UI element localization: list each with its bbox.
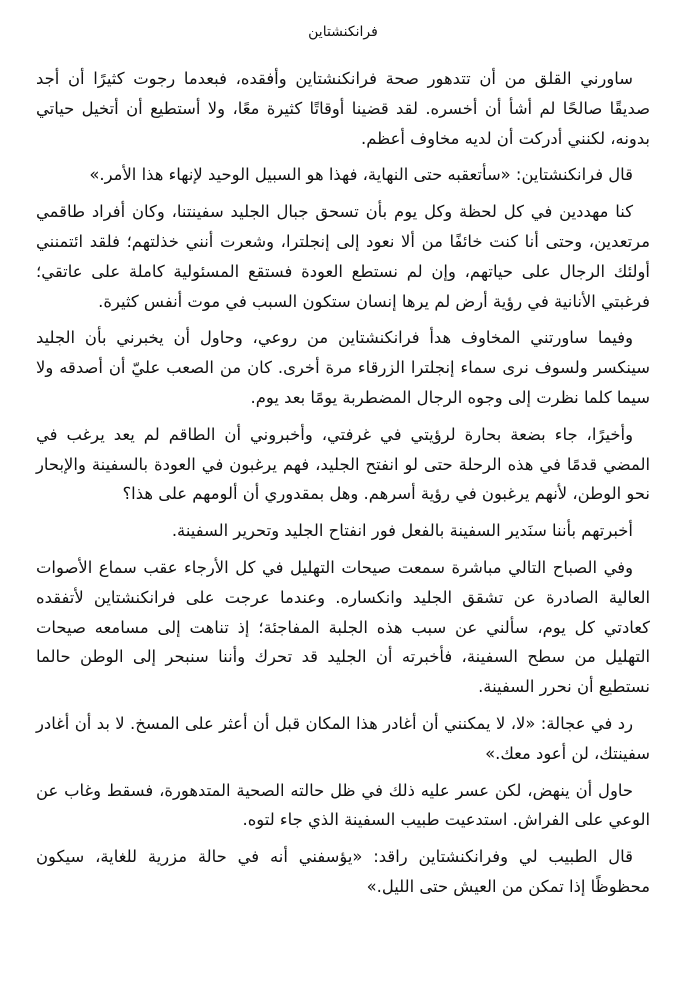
paragraph: وأخيرًا، جاء بضعة بحارة لرؤيتي في غرفتي، وأخبروني أن الطاقم لم يعد يرغب في المضي قدمًا في هذه الرحلة حتى لو انفتح الجليد، فهم يرغبون في العودة بالسفينة والإبحار نحو الوطن، لأنهم يرغبون في رؤية أسرهم. وهل بمقدوري أن ألومهم على هذا؟ xyxy=(36,424,650,504)
paragraph: حاول أن ينهض، لكن عسر عليه ذلك في ظل حالته الصحية المتدهورة، فسقط وغاب عن الوعي على الفراش. استدعيت طبيب السفينة الذي جاء لتوه. xyxy=(36,780,650,830)
paragraph: قال الطبيب لي وفرانكنشتاين راقد: «يؤسفني أنه في حالة مزرية للغاية، سيكون محظوظًا إذا تمكن من العيش حتى الليل.» xyxy=(36,847,650,896)
paragraph: كنا مهددين في كل لحظة وكل يوم بأن تسحق جبال الجليد سفينتنا، وكان أفراد طاقمي مرتعدين، وحتى أنا كنت خائفًا من ألا نعود إلى إنجلترا، وشعرت أنني خذلتهم؛ فلقد ائتمنني أولئك الرجال على حياتهم، وإن لم نستطع العودة فستقع المسئولية كاملة على عاتقي؛ فرغبتي الأنانية في رؤية أرض لم يرها إنسان ستكون السبب في موت أنفس كثيرة. xyxy=(36,202,650,311)
running-header-title: فرانكنشتاين xyxy=(308,24,378,40)
paragraph: وفيما ساورتني المخاوف هدأ فرانكنشتاين من روعي، وحاول أن يخبرني بأن الجليد سينكسر ولسوف نرى سماء إنجلترا الزرقاء مرة أخرى. كان من الصعب عليّ أن أصدقه ولا سيما كلما نظرت إلى وجوه الرجال المضطربة يومًا بعد يوم. xyxy=(36,328,650,407)
page-body-text xyxy=(36,64,650,902)
paragraph: وفي الصباح التالي مباشرة سمعت صيحات التهليل في كل الأرجاء عقب سماع الأصوات العالية الصادرة عن تشقق الجليد وانكساره. وعندما عرجت على فرانكنشتاين لأتفقده كعادتي كل يوم، سألني عن سبب هذه الجلبة المفاجئة؛ إذ تناهت إلى مسامعه صيحات التهليل من سطح السفينة، فأخبرته أن الجليد قد تحرك وأننا سنبحر إلى الوطن حالما نستطيع أن نحرر السفينة. xyxy=(36,557,650,697)
paragraph: أخبرتهم بأننا سنَدير السفينة بالفعل فور انفتاح الجليد وتحرير السفينة. xyxy=(171,521,633,541)
paragraph: رد في عجالة: «لا، لا يمكنني أن أغادر هذا المكان قبل أن أعثر على المسخ. لا بد أن أغادر سفينتك، لن أعود معك.» xyxy=(36,713,650,763)
paragraph: قال فرانكنشتاين: «سأتعقبه حتى النهاية، فهذا هو السبيل الوحيد لإنهاء هذا الأمر.» xyxy=(89,165,633,185)
paragraph: ساورني القلق من أن تتدهور صحة فرانكنشتاين وأفقده، فبعدما رجوت كثيرًا أن أجد صديقًا صالحًا لم أشأ أن أخسره. لقد قضينا أوقاتًا كثيرة معًا، ولا أستطيع أن أتخيل حياتي بدونه، لكنني أدركت أن لديه مخاوف أعظم. xyxy=(36,69,650,148)
